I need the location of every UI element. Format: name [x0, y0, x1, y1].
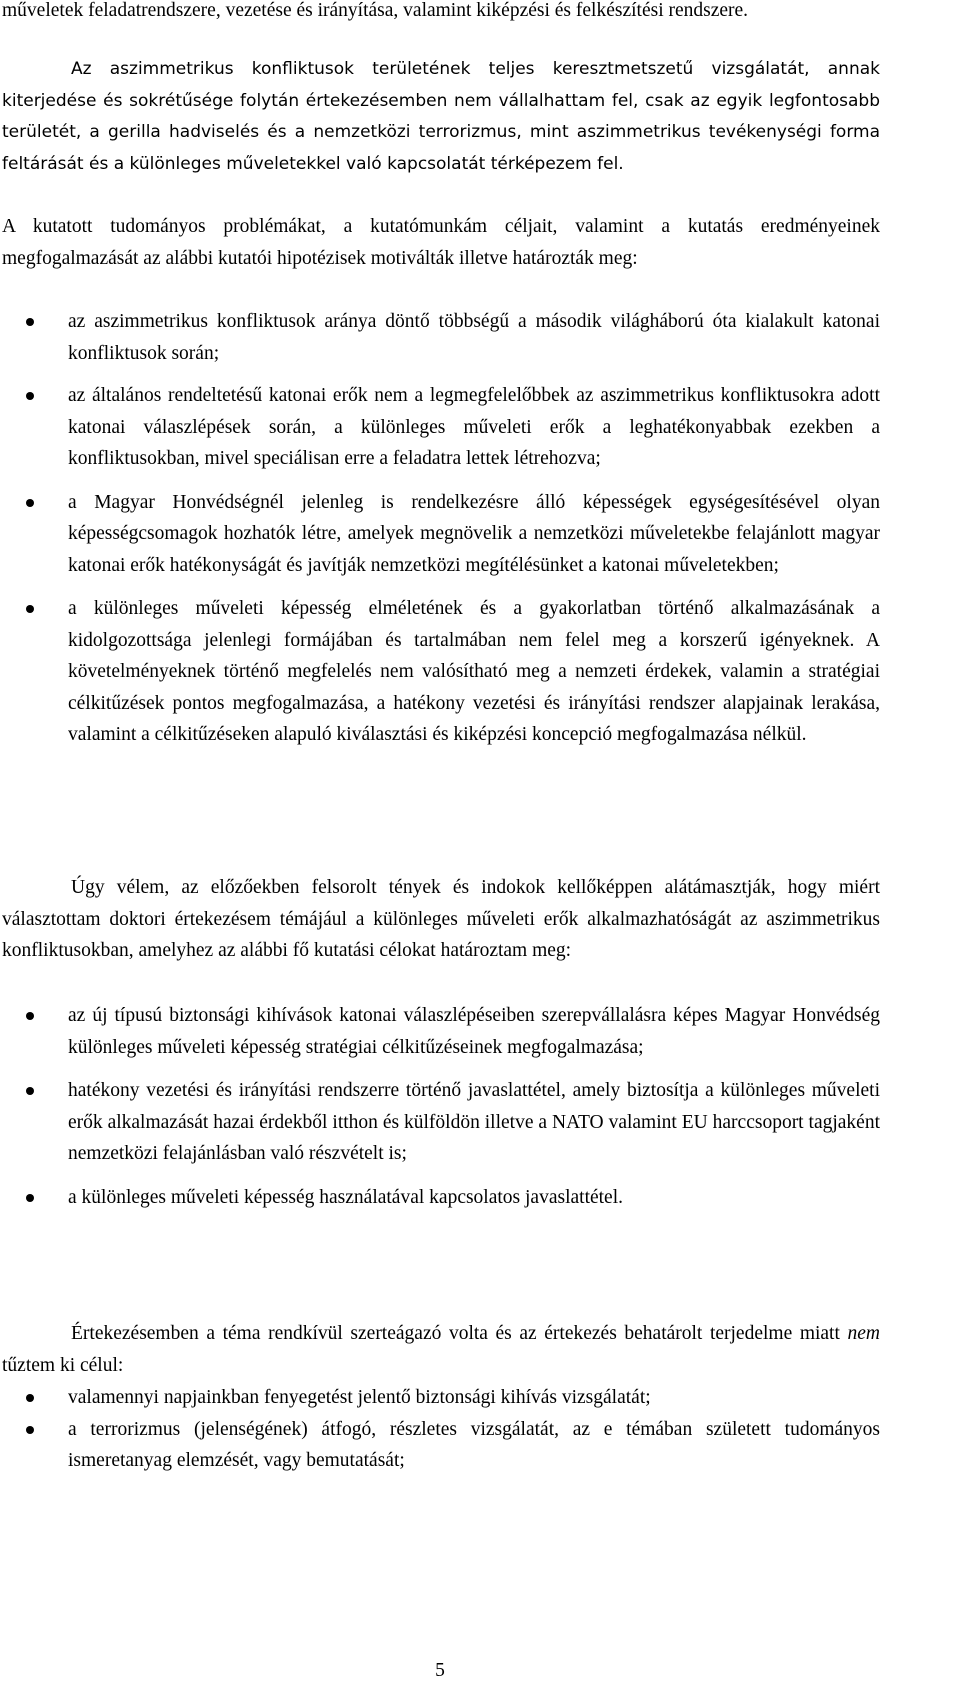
paragraph-hypotheses-intro: A kutatott tudományos problémákat, a kutatómunkám céljait, valamint a kutatás eredményeinek megfogalmazását az alábbi kutatói hipotézisek motiválták illetve határozták meg:: [2, 216, 880, 269]
list-item: valamennyi napjainkban fenyegetést jelentő biztonsági kihívás vizsgálatát;: [0, 1382, 880, 1414]
list-item: az általános rendeltetésű katonai erők nem a legmegfelelőbbek az aszimmetrikus konfliktusokra adott katonai válaszlépések során, a különleges műveleti erők a leghatékonyabbak ezekben a konfliktusokban, mivel speciálisan erre a feladatra lettek létrehozva;: [0, 380, 880, 475]
bullet-icon: [26, 499, 34, 507]
list-item: az aszimmetrikus konfliktusok aránya döntő többségű a második világháború óta kialakult katonai konfliktusok során;: [0, 306, 880, 369]
bullet-icon: [26, 1426, 34, 1434]
page-number: 5: [435, 1660, 445, 1681]
list-item: hatékony vezetési és irányítási rendszerre történő javaslattétel, amely biztosítja a különleges műveleti erők alkalmazását hazai érdekből itthon és külföldön illetve a NATO valamint EU harccsoport tagjaként nemzetközi felajánlásban való részvételt is;: [0, 1075, 880, 1170]
list-item: a különleges műveleti képesség elméletének és a gyakorlatban történő alkalmazásának a kidolgozottsága jelenlegi formájában és tartalmában nem felel meg a korszerű igényeknek. A követelményeknek történő megfelelés nem valósítható meg a nemzeti érdekek, valamin a stratégiai célkitűzések pontos megfogalmazása, a hatékony vezetési és irányítási rendszer alapjainak lerakása, valamint a célkitűzéseken alapuló kiválasztási és kiképzési koncepció megfogalmazása nélkül.: [0, 593, 880, 751]
bullet-icon: [26, 1012, 34, 1020]
goals-list: [0, 1000, 880, 1213]
paragraph-goals-intro: Úgy vélem, az előzőekben felsorolt tények és indokok kellőképpen alátámasztják, hogy miért választottam doktori értekezésem témájául a különleges műveleti erők alkalmazhatóságát az aszimmetrikus konfliktusokban, amelyhez az alábbi fő kutatási célokat határoztam meg:: [2, 877, 880, 961]
list-item: a terrorizmus (jelenségének) átfogó, részletes vizsgálatát, az e témában született tudományos ismeretanyag elemzését, vagy bemutatását;: [0, 1414, 880, 1477]
paragraph-scope: Az aszimmetrikus konfliktusok területének teljes keresztmetszetű vizsgálatát, annak kiterjedése és sokrétűsége folytán értekezésemben nem vállalhattam fel, csak az egyik legfontosabb területét, a gerilla hadviselés és a nemzetközi terrorizmus, mint aszimmetrikus tevékenységi forma feltárását és a különleges műveletekkel való kapcsolatát térképezem fel.: [2, 59, 880, 174]
bullet-icon: [26, 1394, 34, 1402]
hypotheses-list: [0, 306, 880, 751]
bullet-icon: [26, 605, 34, 613]
bullet-icon: [26, 1087, 34, 1095]
paragraph-non-goals-intro: Értekezésemben a téma rendkívül szerteágazó volta és az értekezés behatárolt terjedelme miatt nem tűztem ki célul:: [2, 1323, 880, 1376]
paragraph-continuation: műveletek feladatrendszere, vezetése és irányítása, valamint kiképzési és felkészítési rendszere.: [2, 0, 749, 21]
list-item: a Magyar Honvédségnél jelenleg is rendelkezésre álló képességek egységesítésével olyan képességcsomagok hozhatók létre, amelyek megnövelik a nemzetközi műveletekbe felajánlott magyar katonai erők hatékonyságát és javítják nemzetközi megítélésünket a katonai műveletekben;: [0, 487, 880, 582]
bullet-icon: [26, 392, 34, 400]
list-item: az új típusú biztonsági kihívások katonai válaszlépéseiben szerepvállalásra képes Magyar Honvédség különleges műveleti képesség stratégiai célkitűzéseinek megfogalmazása;: [0, 1000, 880, 1063]
list-item: a különleges műveleti képesség használatával kapcsolatos javaslattétel.: [0, 1182, 880, 1214]
non-goals-list: [0, 1382, 880, 1477]
bullet-icon: [26, 1194, 34, 1202]
bullet-icon: [26, 318, 34, 326]
